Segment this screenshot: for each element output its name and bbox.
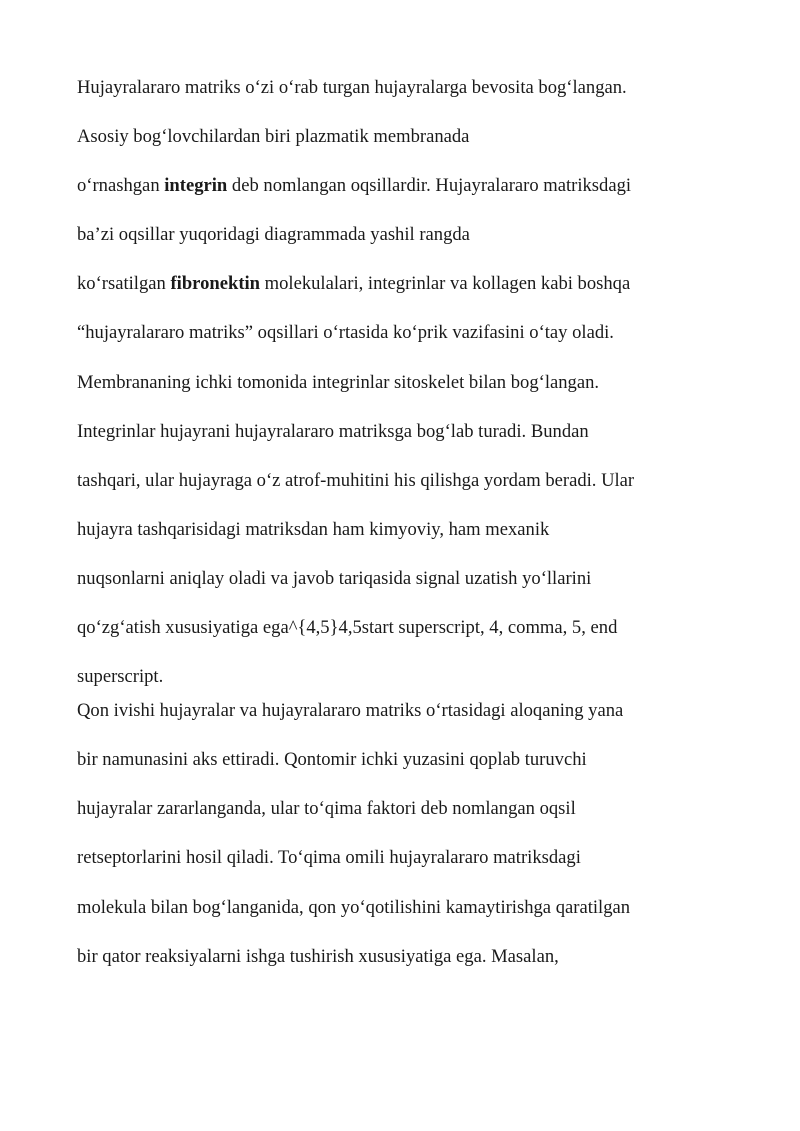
text-line: Hujayralararo matriks o‘zi o‘rab turgan hujayralarga bevosita bog‘langan. — [77, 77, 627, 98]
bold-term-fibronektin: fibronektin — [170, 273, 261, 295]
text-line: molekula bilan bog‘langanida, qon yo‘qotilishini kamaytirishga qaratilgan — [77, 896, 631, 918]
paragraph-blood-clotting — [77, 695, 737, 990]
text-line: hujayra tashqarisidagi matriksdan ham kimyoviy, ham mexanik — [77, 518, 550, 540]
text-run: molekulalari, integrinlar va kollagen kabi boshqa — [260, 273, 631, 295]
body-text — [77, 72, 737, 990]
bold-term-integrin: integrin — [164, 175, 228, 197]
text-line: tashqari, ular hujayraga o‘z atrof-muhitini his qilishga yordam beradi. Ular — [77, 469, 635, 491]
text-line: bir qator reaksiyalarni ishga tushirish xususiyatiga ega. Masalan, — [77, 945, 559, 967]
text-line: hujayralar zararlanganda, ular to‘qima faktori deb nomlangan oqsil — [77, 798, 576, 820]
text-line: ba’zi oqsillar yuqoridagi diagrammada yashil rangda — [77, 224, 470, 246]
text-run: deb nomlangan oqsillardir. Hujayralararo matriksdagi — [227, 175, 632, 197]
text-run: ko‘rsatilgan — [77, 273, 171, 295]
text-line: retseptorlarini hosil qiladi. To‘qima omili hujayralararo matriksdagi — [77, 847, 581, 869]
text-line: Asosiy bog‘lovchilardan biri plazmatik membranada — [77, 126, 470, 148]
text-run: o‘rnashgan — [77, 175, 165, 197]
text-line: bir namunasini aks ettiradi. Qontomir ichki yuzasini qoplab turuvchi — [77, 749, 587, 771]
paragraph-integrin — [77, 72, 737, 695]
text-line — [77, 268, 737, 317]
text-line: nuqsonlarni aniqlay oladi va javob tariqasida signal uzatish yo‘llarini — [77, 567, 592, 589]
text-line: superscript. — [77, 666, 164, 688]
text-line: Membrananing ichki tomonida integrinlar sitoskelet bilan bog‘langan. — [77, 371, 600, 393]
text-line: qo‘zg‘atish xususiyatiga ega^{4,5}4,5start superscript, 4, comma, 5, end — [77, 617, 618, 639]
text-line: “hujayralararo matriks” oqsillari o‘rtasida ko‘prik vazifasini o‘tay oladi. — [77, 322, 614, 344]
text-line: Integrinlar hujayrani hujayralararo matriksga bog‘lab turadi. Bundan — [77, 420, 589, 442]
text-line — [77, 170, 737, 219]
text-line: Qon ivishi hujayralar va hujayralararo matriks o‘rtasidagi aloqaning yana — [77, 700, 624, 722]
